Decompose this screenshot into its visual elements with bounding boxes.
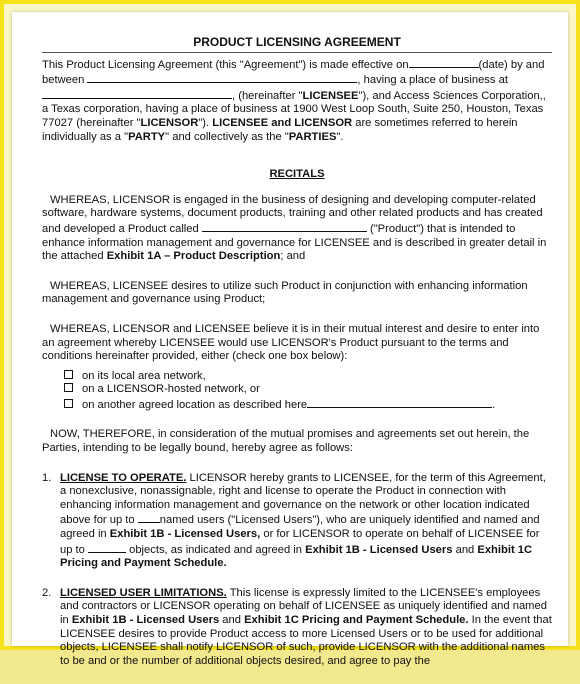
section-heading: LICENSE TO OPERATE. — [60, 471, 187, 484]
location-options — [64, 370, 552, 413]
parties-term: PARTIES — [288, 130, 337, 143]
agreement-document — [42, 36, 552, 684]
intro-text: are sometimes referred to herein individually as a " — [42, 116, 518, 143]
option-row: on its local area network, — [64, 370, 552, 384]
licensee-name-blank[interactable] — [87, 72, 357, 83]
exhibit-1a: Exhibit 1A – Product Description — [106, 250, 281, 263]
product-name-blank[interactable] — [202, 221, 367, 232]
intro-text: " and collectively as the " — [165, 130, 289, 143]
section-heading: LICENSED USER LIMITATIONS. — [60, 586, 227, 599]
intro-text: , having a place of business at — [357, 74, 508, 87]
party-term: PARTY — [128, 130, 166, 143]
intro-text: , a Texas corporation, having a place of business at 1900 West Loop South, Suite 250, Houston, Texas 77027 (hereinafter " — [42, 89, 546, 129]
whereas-1: WHEREAS, LICENSOR is engaged in the business of designing and developing computer-related software, hardware systems, document products, training and other related products and has created and developed a Product called ("Product") that is intended to enhance information management and governance for LICENSEE and is described in greater detail in the attached Exhibit 1A – Product Description; and — [42, 193, 547, 263]
section-2: 2. LICENSED USER LIMITATIONS. This license is expressly limited to the LICENSEE's employees and contractors or LICENSOR operating on behalf of LICENSEE as uniquely identified and named in Exhibit 1B - Licensed Users and Exhibit 1C Pricing and Payment Schedule. In the event that LICENSEE desires to provide Product access to more Licensed Users or to be used for additional objects, LICENSEE shall notify LICENSOR of such, provide LICENSOR with the additional names to be and or the number of additional objects desired, and agree to pay the — [42, 586, 552, 667]
option-row: on a LICENSOR-hosted network, or — [64, 383, 552, 397]
recitals-heading: RECITALS — [269, 168, 325, 181]
section-number: 1. — [42, 471, 52, 484]
checkbox[interactable] — [64, 383, 73, 392]
whereas-3: WHEREAS, LICENSOR and LICENSEE believe it is in their mutual interest and desire to enter into an agreement whereby LICENSEE would use LICENSOR's Product pursuant to the terms and conditions hereinafter provided, either (check one box below): — [42, 322, 540, 363]
intro-paragraph — [42, 57, 552, 145]
option-row: on another agreed location as described here . — [64, 397, 552, 413]
date-blank[interactable] — [409, 57, 479, 68]
location-blank[interactable] — [307, 397, 492, 408]
document-title: PRODUCT LICENSING AGREEMENT — [193, 35, 401, 49]
intro-text: ". — [336, 130, 344, 143]
intro-text: "), and Access Sciences Corporation, — [358, 89, 543, 102]
document-page — [12, 12, 568, 667]
whereas-2: WHEREAS, LICENSEE desires to utilize such Product in conjunction with enhancing information management and governance using Product; — [42, 279, 528, 306]
user-count-blank[interactable] — [138, 512, 160, 523]
intro-text: "). — [198, 116, 210, 129]
licensee-address-blank[interactable] — [42, 88, 232, 99]
intro-text: (date) by and — [478, 58, 545, 71]
intro-text: between — [42, 74, 85, 87]
object-count-blank[interactable] — [88, 542, 126, 553]
title-rule — [42, 52, 552, 53]
checkbox[interactable] — [64, 370, 73, 379]
licensor-term: LICENSOR — [140, 116, 199, 129]
intro-text: , (hereinafter " — [232, 89, 303, 102]
licensee-term: LICENSEE — [302, 89, 359, 102]
both-terms: LICENSEE and LICENSOR — [212, 116, 353, 129]
section-1: 1. LICENSE TO OPERATE. LICENSOR hereby grants to LICENSEE, for the term of this Agreement, a nonexclusive, nonassignable, right and license to operate the Product in connection with enhancing information management and governance on the network or other location indicated above for up to named users ("Licensed Users"), who are uniquely identified and named and agreed in Exhibit 1B - Licensed Users, or for LICENSOR to operate on behalf of LICENSEE for up to objects, as indicated and agreed in Exhibit 1B - Licensed Users and Exhibit 1C Pricing and Payment Schedule. — [42, 471, 546, 570]
checkbox[interactable] — [64, 399, 73, 408]
now-therefore: NOW, THEREFORE, in consideration of the mutual promises and agreements set out herein, the Parties, intending to be legally bound, hereby agree as follows: — [42, 428, 530, 455]
section-number: 2. — [42, 586, 52, 599]
intro-text: This Product Licensing Agreement (this "Agreement") is made effective on — [42, 58, 409, 71]
